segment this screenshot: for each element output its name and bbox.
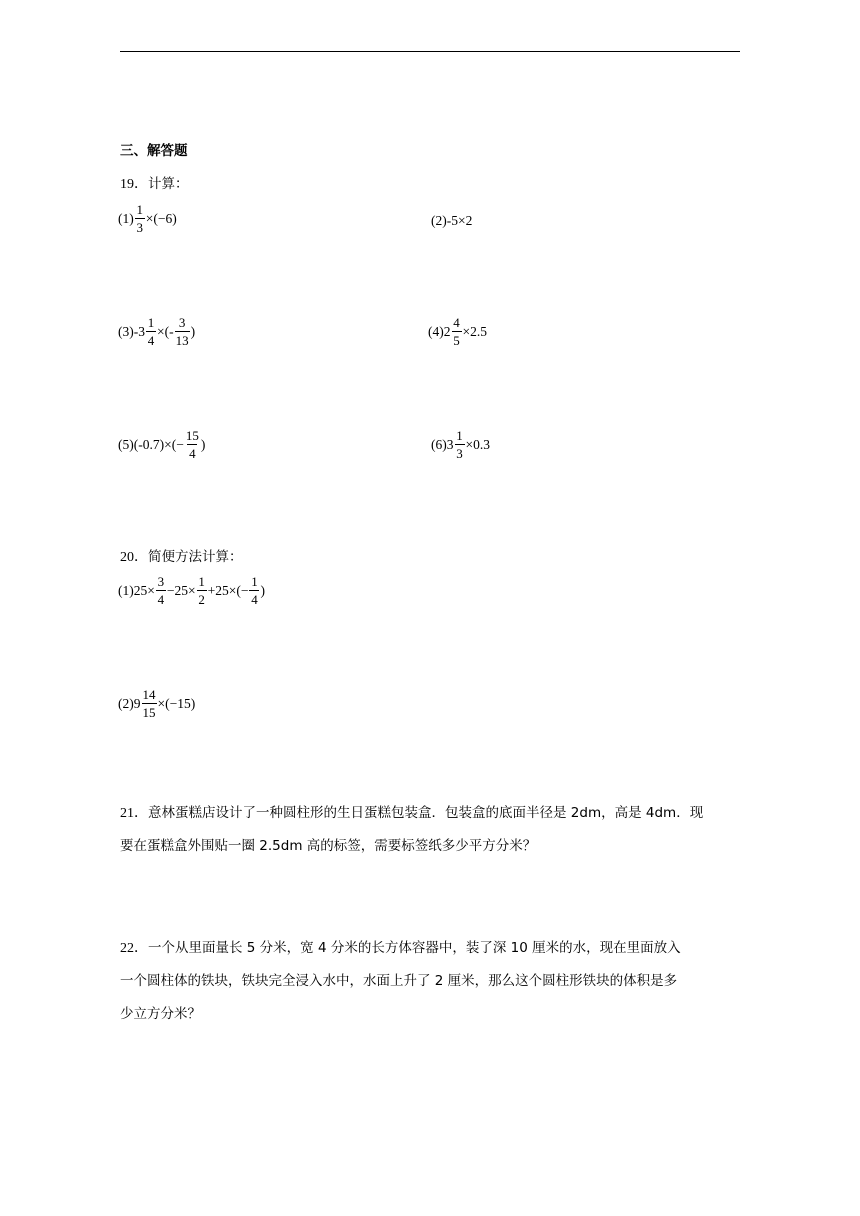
expression-text: ×(−15) xyxy=(157,695,196,711)
expression-text: 25× xyxy=(133,582,155,598)
fraction: $\frac{3}{4}$ xyxy=(157,574,165,607)
question-22 xyxy=(120,932,744,1031)
fraction: $\frac{1}{4}$ xyxy=(147,315,155,348)
expression-text: ) xyxy=(200,436,206,452)
question-text-line: 一个从里面量长 5 分米，宽 4 分米的长方体容器中，装了深 10 厘米的水，现在里面放入 xyxy=(148,940,681,956)
question-19-heading xyxy=(120,172,189,193)
question-number: 20． xyxy=(120,550,148,565)
part-label: (1) xyxy=(118,582,134,598)
question-text-line: 意林蛋糕店设计了一种圆柱形的生日蛋糕包装盒．包装盒的底面半径是 2dm，高是 4dm．现 xyxy=(148,805,704,821)
expression-text: ) xyxy=(260,582,265,598)
part-label: (3) xyxy=(118,323,134,339)
question-text-line: 一个圆柱体的铁块，铁块完全浸入水中，水面上升了 2 厘米，那么这个圆柱形铁块的体积是多 xyxy=(120,973,678,989)
section-title: 三、解答题 xyxy=(120,143,188,159)
question-text-line: 要在蛋糕盒外围贴一圈 2.5dm 高的标签，需要标签纸多少平方分米？ xyxy=(120,838,537,854)
expression-text: -5×2 xyxy=(446,213,473,228)
expression-text: -3 xyxy=(133,323,145,339)
expression-text: −25× xyxy=(166,582,196,598)
question-21 xyxy=(120,797,744,863)
fraction: $\frac{15}{4}$ xyxy=(185,428,199,461)
header-rule xyxy=(120,51,740,52)
expression-text: 9 xyxy=(133,695,141,711)
expression-text: ×(−6) xyxy=(145,210,177,226)
part-label: (2) xyxy=(431,213,447,228)
fraction: $\frac{1}{2}$ xyxy=(198,574,205,607)
q19-part-2 xyxy=(431,213,472,229)
expression-text: 3 xyxy=(446,436,454,452)
part-label: (1) xyxy=(118,210,134,226)
question-prompt: 计算： xyxy=(148,176,189,192)
question-number: 22． xyxy=(120,941,148,956)
fraction: $\frac{4}{5}$ xyxy=(453,315,460,348)
q19-part-1 xyxy=(118,203,177,234)
q20-part-2 xyxy=(118,688,195,719)
question-number: 21． xyxy=(120,806,148,821)
expression-text: +25×(− xyxy=(207,582,249,598)
question-prompt: 简便方法计算： xyxy=(148,549,243,565)
expression-text: ×2.5 xyxy=(462,323,487,339)
fraction: $\frac{1}{4}$ xyxy=(251,574,258,607)
q19-part-6 xyxy=(431,429,490,460)
part-label: (4) xyxy=(428,323,444,339)
question-number: 19． xyxy=(120,177,148,192)
expression-text: ) xyxy=(190,323,196,339)
q19-part-5 xyxy=(118,429,205,460)
fraction: $\frac{1}{3}$ xyxy=(456,428,463,461)
q19-part-3 xyxy=(118,316,195,347)
expression-text: 2 xyxy=(443,323,451,339)
question-text-line: 少立方分米？ xyxy=(120,1006,201,1022)
fraction: $\frac{1}{3}$ xyxy=(136,202,143,235)
part-label: (2) xyxy=(118,695,134,711)
fraction: $\frac{14}{15}$ xyxy=(142,687,156,720)
fraction: $\frac{3}{13}$ xyxy=(175,315,189,348)
part-label: (5) xyxy=(118,436,134,452)
expression-text: ×(- xyxy=(157,323,174,339)
q20-part-1 xyxy=(118,575,265,606)
expression-text: (-0.7)×(− xyxy=(133,436,184,452)
q19-part-4 xyxy=(428,316,487,347)
part-label: (6) xyxy=(431,436,447,452)
expression-text: ×0.3 xyxy=(465,436,490,452)
question-20-heading xyxy=(120,545,243,566)
